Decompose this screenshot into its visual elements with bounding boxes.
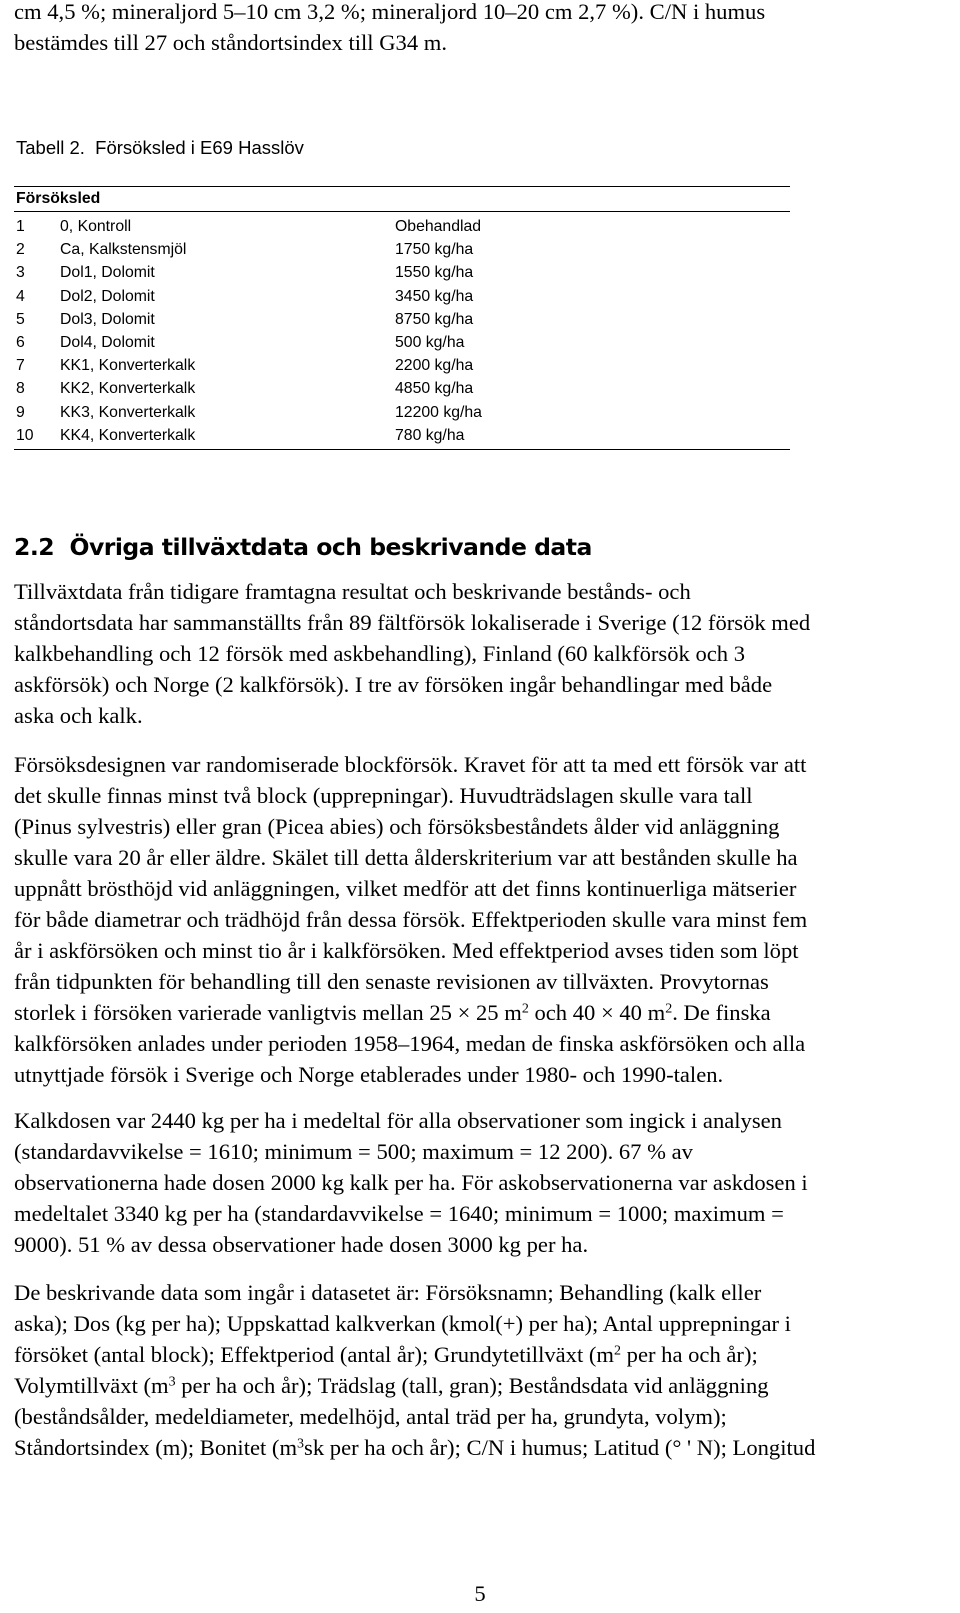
row-number: 9	[16, 403, 25, 421]
table-header: Försöksled	[14, 187, 790, 212]
row-number: 3	[16, 264, 25, 282]
row-dose: 12200 kg/ha	[395, 403, 482, 421]
text-line: 9000). 51 % av dessa observationer hade dosen 3000 kg per ha.	[14, 1232, 589, 1257]
text-line: kalkförsöken anlades under perioden 1958–1964, medan de finska askförsöken och alla	[14, 1031, 806, 1056]
paragraph-lime-dose	[14, 1105, 944, 1260]
row-dose: 4850 kg/ha	[395, 380, 474, 398]
table-row	[14, 377, 790, 400]
text-line: uppnått brösthöjd vid anläggningen, vilket medför att det finns kontinuerliga mätserier	[14, 876, 797, 901]
row-dose: 500 kg/ha	[395, 333, 465, 351]
intro-line: bestämdes till 27 och ståndortsindex till G34 m.	[14, 30, 447, 55]
text-line: skulle vara 20 år eller äldre. Skälet till detta ålderskriterium var att bestånden skulle ha	[14, 845, 798, 870]
row-treatment: KK1, Konverterkalk	[60, 357, 196, 375]
row-treatment: KK3, Konverterkalk	[60, 403, 196, 421]
text-line: ståndortsdata har sammanställts från 89 fältförsök lokaliserade i Sverige (12 försök med	[14, 610, 811, 635]
text-line: år i askförsöken och minst tio år i kalkförsöken. Med effektperiod avses tiden som löpt	[14, 938, 799, 963]
row-number: 8	[16, 380, 25, 398]
text-line: (Pinus sylvestris) eller gran (Picea abies) och försöksbeståndets ålder vid anläggning	[14, 814, 780, 839]
text-line-plot-size: storlek i försöken varierade vanligtvis mellan 25 × 25 $m^2$ och 40 × 40 $m^2$. De finska	[14, 1000, 771, 1025]
table-row	[14, 354, 790, 377]
paragraph-growth-data	[14, 576, 944, 731]
row-dose: 1550 kg/ha	[395, 264, 474, 282]
row-number: 2	[16, 241, 25, 259]
superscript: 2	[614, 1343, 621, 1359]
table-row	[14, 331, 790, 354]
text-line: Kalkdosen var 2440 kg per ha i medeltal för alla observationer som ingick i analysen	[14, 1108, 782, 1133]
row-treatment: KK2, Konverterkalk	[60, 380, 196, 398]
text-line: från tidpunkten för behandling till den senaste revisionen av tillväxten. Provytornas	[14, 969, 769, 994]
row-dose: 780 kg/ha	[395, 426, 465, 444]
row-treatment: KK4, Konverterkalk	[60, 426, 196, 444]
text-line: medeltalet 3340 kg per ha (standardavvikelse = 1640; minimum = 1000; maximum =	[14, 1201, 784, 1226]
table-row	[14, 285, 790, 308]
text-line: kalkbehandling och 12 försök med askbehandling), Finland (60 kalkförsök och 3	[14, 641, 746, 666]
times-sign: ×	[600, 1000, 614, 1025]
row-number: 7	[16, 357, 25, 375]
trial-table	[14, 186, 790, 450]
text-line: aska och kalk.	[14, 703, 143, 728]
section-heading: 2.2 Övriga tillväxtdata och beskrivande data	[14, 533, 592, 561]
text-line: Försöksdesignen var randomiserade blockförsök. Kravet för att ta med ett försök var att	[14, 752, 807, 777]
row-number: 10	[16, 426, 34, 444]
row-dose: Obehandlad	[395, 218, 482, 235]
row-treatment: Dol2, Dolomit	[60, 287, 155, 305]
row-treatment: Dol4, Dolomit	[60, 333, 155, 351]
page-number: 5	[474, 1581, 486, 1606]
table-row	[14, 401, 790, 424]
row-number: 5	[16, 310, 25, 328]
text-line: utnyttjade försök i Sverige och Norge etablerades under 1980- och 1990-talen.	[14, 1062, 724, 1087]
text-line: askförsök) och Norge (2 kalkförsök). I tre av försöken ingår behandlingar med både	[14, 672, 773, 697]
text-line: försöket (antal block); Effektperiod (antal år); Grundytetillväxt ($m^2$ per ha och år);	[14, 1342, 758, 1367]
intro-paragraph	[14, 0, 944, 58]
row-treatment: Ca, Kalkstensmjöl	[60, 241, 187, 259]
row-treatment: Dol1, Dolomit	[60, 264, 155, 282]
times-sign: ×	[457, 1000, 471, 1025]
row-number: 4	[16, 287, 25, 305]
text-line: Tillväxtdata från tidigare framtagna resultat och beskrivande bestånds- och	[14, 579, 691, 604]
superscript: 3	[297, 1436, 305, 1452]
text-line: för både diametrar och trädhöjd från dessa försök. Effektperioden skulle vara minst fem	[14, 907, 808, 932]
text-line: (beståndsålder, medeldiameter, medelhöjd, antal träd per ha, grundyta, volym);	[14, 1404, 727, 1429]
text-line: Volymtillväxt ($m^3$ per ha och år); Trädslag (tall, gran); Beståndsdata vid anläggning	[14, 1373, 769, 1398]
table-row	[14, 238, 790, 261]
text-line: aska); Dos (kg per ha); Uppskattad kalkverkan (kmol(+) per ha); Antal upprepningar i	[14, 1311, 791, 1336]
table-caption: Tabell 2. Försöksled i E69 Hasslöv	[16, 137, 304, 158]
row-treatment: 0, Kontroll	[60, 218, 132, 235]
row-dose: 3450 kg/ha	[395, 287, 474, 305]
table-row	[14, 215, 790, 238]
row-number: 6	[16, 333, 25, 351]
table-row	[14, 308, 790, 331]
superscript: 3	[168, 1374, 176, 1390]
text-line: det skulle finnas minst två block (upprepningar). Huvudträdslagen skulle vara tall	[14, 783, 753, 808]
intro-line: cm 4,5 %; mineraljord 5–10 cm 3,2 %; mineraljord 10–20 cm 2,7 %). C/N i humus	[14, 0, 766, 24]
row-dose: 1750 kg/ha	[395, 241, 474, 259]
paragraph-dataset-fields	[14, 1277, 944, 1463]
text-line: De beskrivande data som ingår i datasetet är: Försöksnamn; Behandling (kalk eller	[14, 1280, 762, 1305]
text-line: Ståndortsindex (m); Bonitet ($m^3sk$ per ha och år); C/N i humus; Latitud (° ' N); Longitud	[14, 1435, 816, 1460]
row-number: 1	[16, 218, 25, 235]
row-dose: 8750 kg/ha	[395, 310, 474, 328]
table-row	[14, 424, 790, 447]
table-row	[14, 261, 790, 284]
text-line: observationerna hade dosen 2000 kg kalk per ha. För askobservationerna var askdosen i	[14, 1170, 808, 1195]
row-treatment: Dol3, Dolomit	[60, 310, 155, 328]
superscript: 2	[521, 1001, 529, 1017]
text-line: (standardavvikelse = 1610; minimum = 500; maximum = 12 200). 67 % av	[14, 1139, 693, 1164]
superscript: 2	[665, 1001, 673, 1017]
paragraph-design	[14, 749, 944, 1090]
row-dose: 2200 kg/ha	[395, 357, 474, 375]
